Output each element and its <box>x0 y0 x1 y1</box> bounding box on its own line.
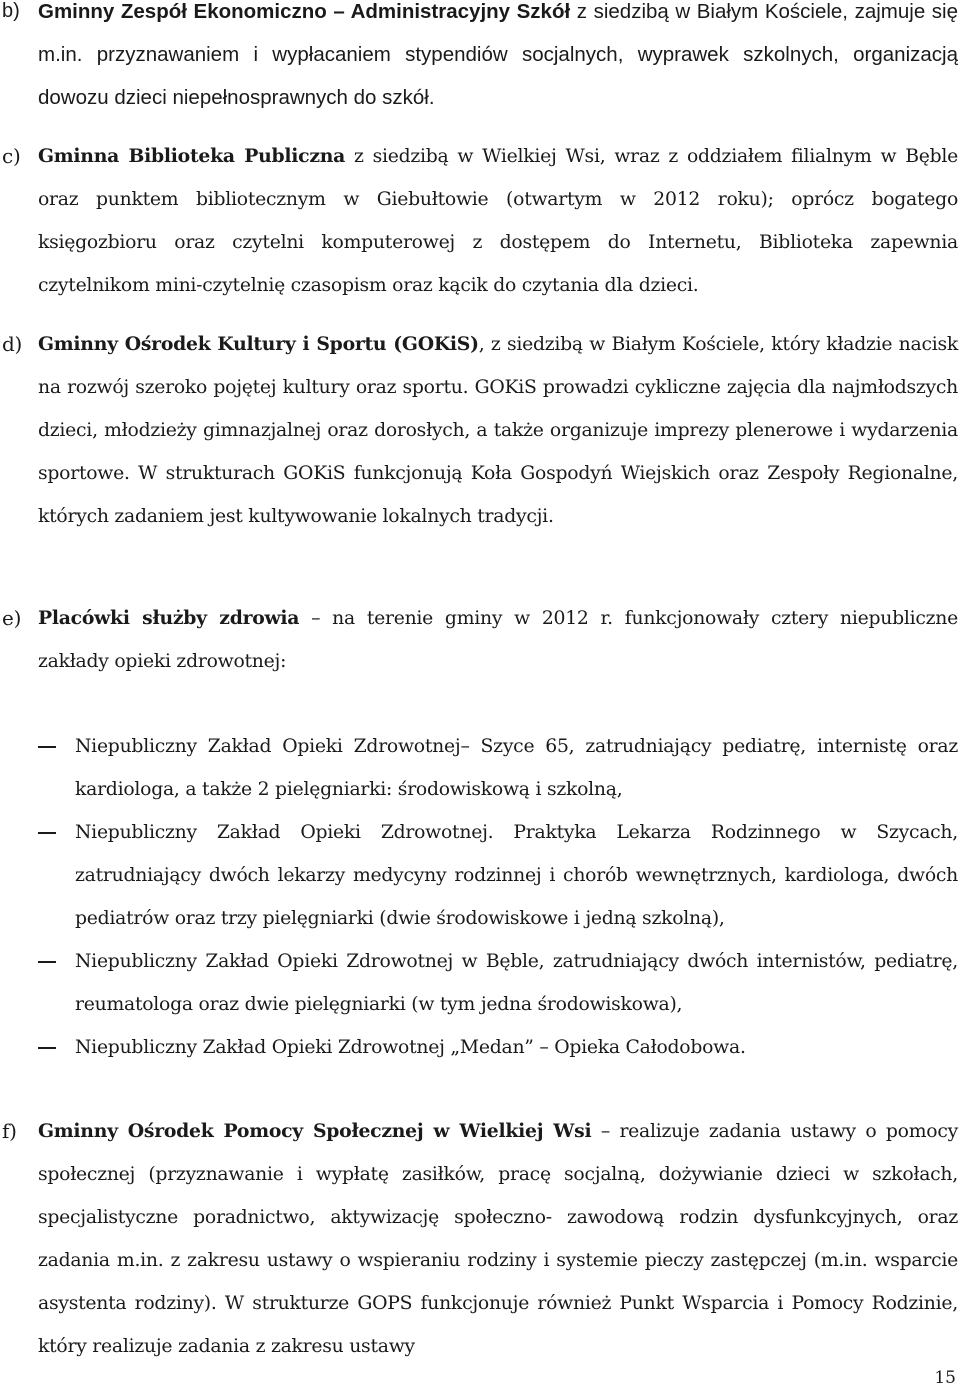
section-c <box>0 135 960 307</box>
list-item-text: Niepubliczny Zakład Opieki Zdrowotnej– Szyce 65, zatrudniający pediatrę, internistę oraz kardiologa, a także 2 pielęgniarki: środowiskową i szkolną, <box>75 736 958 800</box>
section-b-text <box>38 0 958 119</box>
section-c-body: z siedzibą w Wielkiej Wsi, wraz z oddziałem filialnym w Bęble oraz punktem bibliotecznym w Giebułtowie (otwartym w 2012 roku); oprócz bogatego księgozbioru oraz czytelni komputerowej z dostępem do Internetu, Biblioteka zapewnia czytelnikom mini-czytelnię czasopism oraz kącik do czytania dla dzieci. <box>38 146 959 296</box>
section-c-heading: Gminna Biblioteka Publiczna <box>38 145 346 167</box>
section-c-marker: c) <box>2 144 21 168</box>
list-item-text: Niepubliczny Zakład Opieki Zdrowotnej w Bęble, zatrudniający dwóch internistów, pediatrę, reumatologa oraz dwie pielęgniarki (w tym jedna środowiskowa), <box>75 951 958 1015</box>
section-e-body: – na terenie gminy w 2012 r. funkcjonowały cztery niepubliczne zakłady opieki zdrowotnej: <box>38 608 959 672</box>
section-e-marker: e) <box>2 606 22 630</box>
section-d <box>0 323 960 538</box>
section-d-marker: d) <box>2 332 23 356</box>
section-b <box>0 0 960 119</box>
section-e <box>0 597 960 683</box>
list-item <box>0 811 960 940</box>
list-item <box>0 940 960 1026</box>
dash-bullet-icon <box>38 1047 56 1049</box>
list-item <box>0 1026 960 1069</box>
page-number: 15 <box>934 1368 956 1388</box>
list-item <box>0 725 960 811</box>
dash-bullet-icon <box>38 832 56 834</box>
dash-bullet-icon <box>38 746 56 748</box>
dash-bullet-icon <box>38 961 56 963</box>
section-f-marker: f) <box>2 1119 17 1143</box>
section-b-heading: Gminny Zespół Ekonomiczno – Administracyjny Szkół <box>38 0 571 23</box>
section-f-body: – realizuje zadania ustawy o pomocy społecznej (przyznawanie i wypłatę zasiłków, pracę socjalną, dożywianie dzieci w szkołach, specjalistyczne poradnictwo, aktywizację społeczno- zawodową rodzin dysfunkcyjnych, oraz zadania m.in. z zakresu ustawy o wspieraniu rodziny i systemie pieczy zastępczej (m.in. wsparcie asystenta rodziny). W strukturze GOPS funkcjonuje również Punkt Wsparcia i Pomocy Rodzinie, który realizuje zadania z zakresu ustawy <box>38 1121 958 1357</box>
section-e-heading: Placówki służby zdrowia <box>38 607 300 629</box>
section-d-heading: Gminny Ośrodek Kultury i Sportu (GOKiS) <box>38 333 479 355</box>
section-f-text <box>38 1110 958 1368</box>
section-b-marker: b) <box>2 0 20 22</box>
section-f-heading: Gminny Ośrodek Pomocy Społecznej w Wielkiej Wsi <box>38 1120 592 1142</box>
section-e-text <box>38 597 958 683</box>
section-b-body: z siedzibą w Białym Kościele, zajmuje się m.in. przyznawaniem i wypłacaniem stypendiów socjalnych, wyprawek szkolnych, organizacją dowozu dzieci niepełnosprawnych do szkół. <box>38 0 958 109</box>
list-item-text: Niepubliczny Zakład Opieki Zdrowotnej. Praktyka Lekarza Rodzinnego w Szycach, zatrudniający dwóch lekarzy medycyny rodzinnej i chorób wewnętrznych, kardiologa, dwóch pediatrów oraz trzy pielęgniarki (dwie środowiskowe i jedną szkolną), <box>75 822 958 929</box>
section-d-text <box>38 323 958 538</box>
list-item-text: Niepubliczny Zakład Opieki Zdrowotnej „Medan” – Opieka Całodobowa. <box>75 1037 746 1058</box>
section-f <box>0 1110 960 1368</box>
section-c-text <box>38 135 958 307</box>
section-d-body: , z siedzibą w Białym Kościele, który kładzie nacisk na rozwój szeroko pojętej kultury oraz sportu. GOKiS prowadzi cykliczne zajęcia dla najmłodszych dzieci, młodzieży gimnazjalnej oraz dorosłych, a także organizuje imprezy plenerowe i wydarzenia sportowe. W strukturach GOKiS funkcjonują Koła Gospodyń Wiejskich oraz Zespoły Regionalne, których zadaniem jest kultywowanie lokalnych tradycji. <box>38 334 958 527</box>
